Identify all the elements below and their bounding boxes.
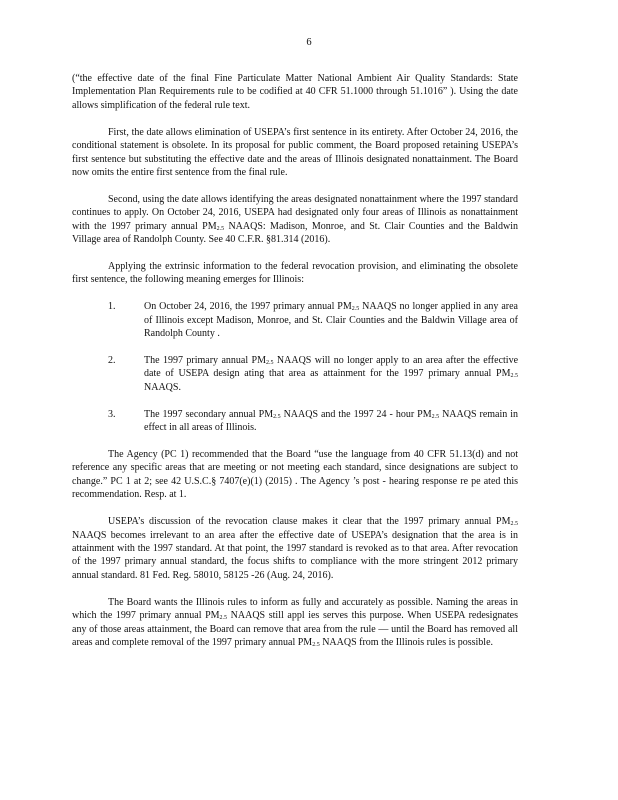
body-text [72,72,518,663]
paragraph-board-wants: The Board wants the Illinois rules to inform as fully and accurately as possible. Naming the areas in which the 1997 primary annual $PM_{2.5}$ NAAQS still appl ies serves this purpose. When USEPA redesignates any of those areas attainment, the Board can remove that area from the rule — until the Board has removed all areas and complete removal of the 1997 primary annual $PM_{2.5}$ NAAQS from the Illinois rules is possible. [72,596,518,648]
list-item: 2. The 1997 primary annual $PM_{2.5}$ NAAQS will no longer apply to an area after the effective date of USEPA design ating that area as attainment for the 1997 primary annual $PM_{2.5}$ NAAQS. [108,355,519,393]
paragraph-second: Second, using the date allows identifying the areas designated nonattainment where the 1997 standard continues to apply. On October 24, 2016, USEPA had designated only four areas of Illinois as nonattainment with the 1997 primary annual $PM_{2.5}$ NAAQS: Madison, Monroe, and St. Clair Counties and the Baldwin Village area of Randolph County. See 40 C.F.R. §81.314 (2016). [72,193,518,246]
paragraph-first: First, the date allows elimination of USEPA’s first sentence in its entirety. After October 24, 2016, the conditional statement is obsolete. In its proposal for public comment, the Board proposed retaining USEPA’s first sentence but substituting the effective date and the areas of Illinois designated nonattainment. The Board now omits the entire first sentence from the final rule. [72,126,518,178]
paragraph-citation-continuation: (“the effective date of the final Fine Particulate Matter National Ambient Air Quality Standards: State Implementation Plan Requirements rule to be codified at 40 CFR 51.1000 through 51.1016” ). Using the date allows simplification of the federal rule text. [72,73,518,111]
list-item-number: 3. [108,408,116,420]
paragraph-applying: Applying the extrinsic information to the federal revocation provision, and eliminating the obsolete first sentence, the following meaning emerges for Illinois: [72,260,518,286]
list-item: 3. The 1997 secondary annual $PM_{2.5}$ NAAQS and the 1997 24 - hour $PM_{2.5}$ NAAQS remain in effect in all areas of Illinois. [108,408,518,434]
paragraph-agency: The Agency (PC 1) recommended that the Board “use the language from 40 CFR 51.13(d) and not reference any specific areas that are meeting or not meeting each standard, since designations are subject to change.” PC 1 at 2; see 42 U.S.C.§ 7407(e)(1) (2015) . The Agency ’s post - hearing response re pe ated this recommendation. Resp. at 1. [72,449,518,501]
meaning-list [72,300,518,434]
list-item-number: 1. [108,301,116,313]
list-item-number: 2. [108,355,116,366]
page-number: 6 [306,37,312,48]
paragraph-usepa-discussion: USEPA’s discussion of the revocation clause makes it clear that the 1997 primary annual $PM_{2.5}$ NAAQS becomes irrelevant to an area after the effective date of USEPA’s designation that the area is in attainment with the 1997 standard. At that point, the 1997 standard is revoked as to that area. After revocation of the 1997 primary annual standard, the focus shifts to compliance with the more stringent 2012 primary annual standard. 81 Fed. Reg. 58010, 58125 -26 (Aug. 24, 2016). [72,516,518,581]
list-item: 1. On October 24, 2016, the 1997 primary annual $PM_{2.5}$ NAAQS no longer applied in any area of Illinois except Madison, Monroe, and St. Clair Counties and the Baldwin Village area of Randolph County . [108,301,518,340]
